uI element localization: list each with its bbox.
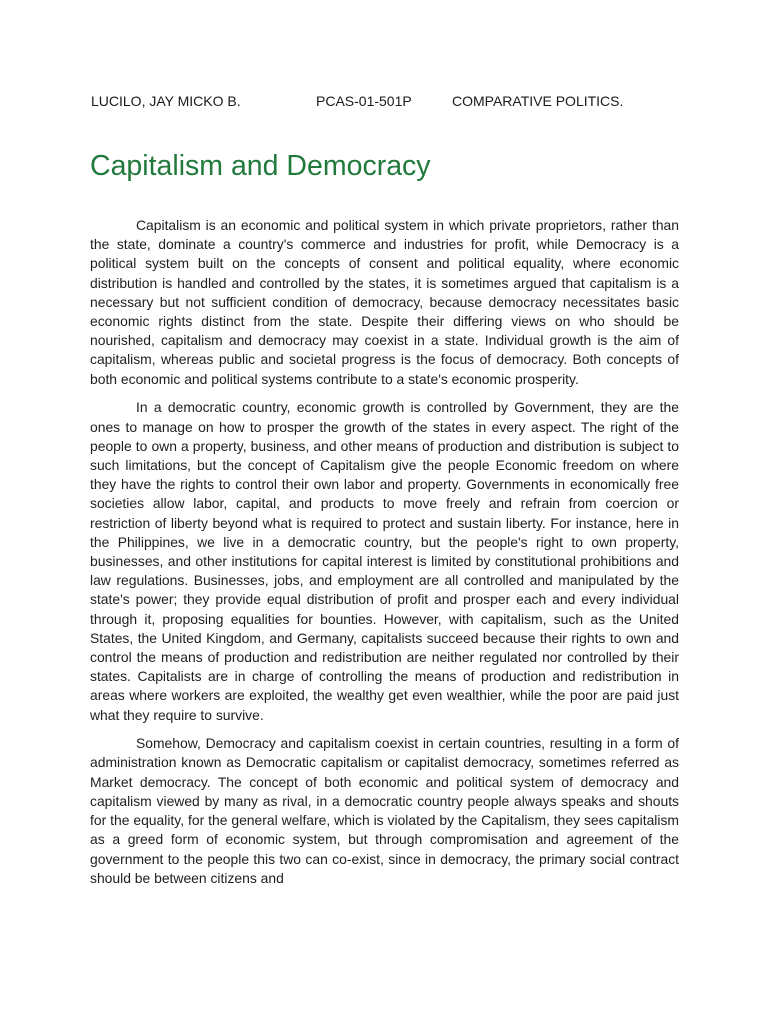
- student-name: LUCILO, JAY MICKO B.: [91, 93, 241, 109]
- course-title: COMPARATIVE POLITICS.: [452, 93, 624, 109]
- paragraph: In a democratic country, economic growth is controlled by Government, they are the ones to manage on how to prosper the growth of the states in every aspect. The right of the people to own a property, business, and other means of production and distribution is subject to such limitations, but the concept of Capitalism give the people Economic freedom on where they have the rights to control their own labor and property. Governments in economically free societies allow labor, capital, and products to move freely and refrain from coercion or restriction of liberty beyond what is required to protect and sustain liberty. For instance, here in the Philippines, we live in a democratic country, but the people's right to own property, businesses, and other institutions for capital interest is limited by constitutional prohibitions and law regulations. Businesses, jobs, and employment are all controlled and manipulated by the state's power; they provide equal distribution of profit and prosper each and every individual through it, proposing equalities for bounties. However, with capitalism, such as the United States, the United Kingdom, and Germany, capitalists succeed because their rights to own and control the means of production and redistribution are neither regulated nor controlled by their states. Capitalists are in charge of controlling the means of production and redistribution in areas where workers are exploited, the wealthy get even wealthier, while the poor are paid just what they require to survive.: [90, 399, 679, 723]
- document-header: [91, 93, 691, 113]
- paragraph: Capitalism is an economic and political system in which private proprietors, rather than the state, dominate a country's commerce and industries for profit, while Democracy is a political system built on the concepts of consent and political equality, where economic distribution is handled and controlled by the states, it is sometimes argued that capitalism is a necessary but not sufficient condition of democracy, because democracy necessitates basic economic rights distinct from the state. Despite their differing views on who should be nourished, capitalism and democracy may coexist in a state. Individual growth is the aim of capitalism, whereas public and societal progress is the focus of democracy. Both concepts of both economic and political systems contribute to a state's economic prosperity.: [90, 217, 679, 387]
- course-code: PCAS-01-501P: [316, 93, 412, 109]
- document-body: [90, 216, 679, 897]
- paragraph: Somehow, Democracy and capitalism coexist in certain countries, resulting in a form of administration known as Democratic capitalism or capitalist democracy, sometimes referred as Market democracy. The concept of both economic and political system of democracy and capitalism viewed by many as rival, in a democratic country people always speaks and shouts for the equality, for the general welfare, which is violated by the Capitalism, they sees capitalism as a greed form of economic system, but through compromisation and agreement of the government to the people this two can co-exist, since in democracy, the primary social contract should be between citizens and: [90, 735, 679, 886]
- document-title: Capitalism and Democracy: [90, 150, 431, 182]
